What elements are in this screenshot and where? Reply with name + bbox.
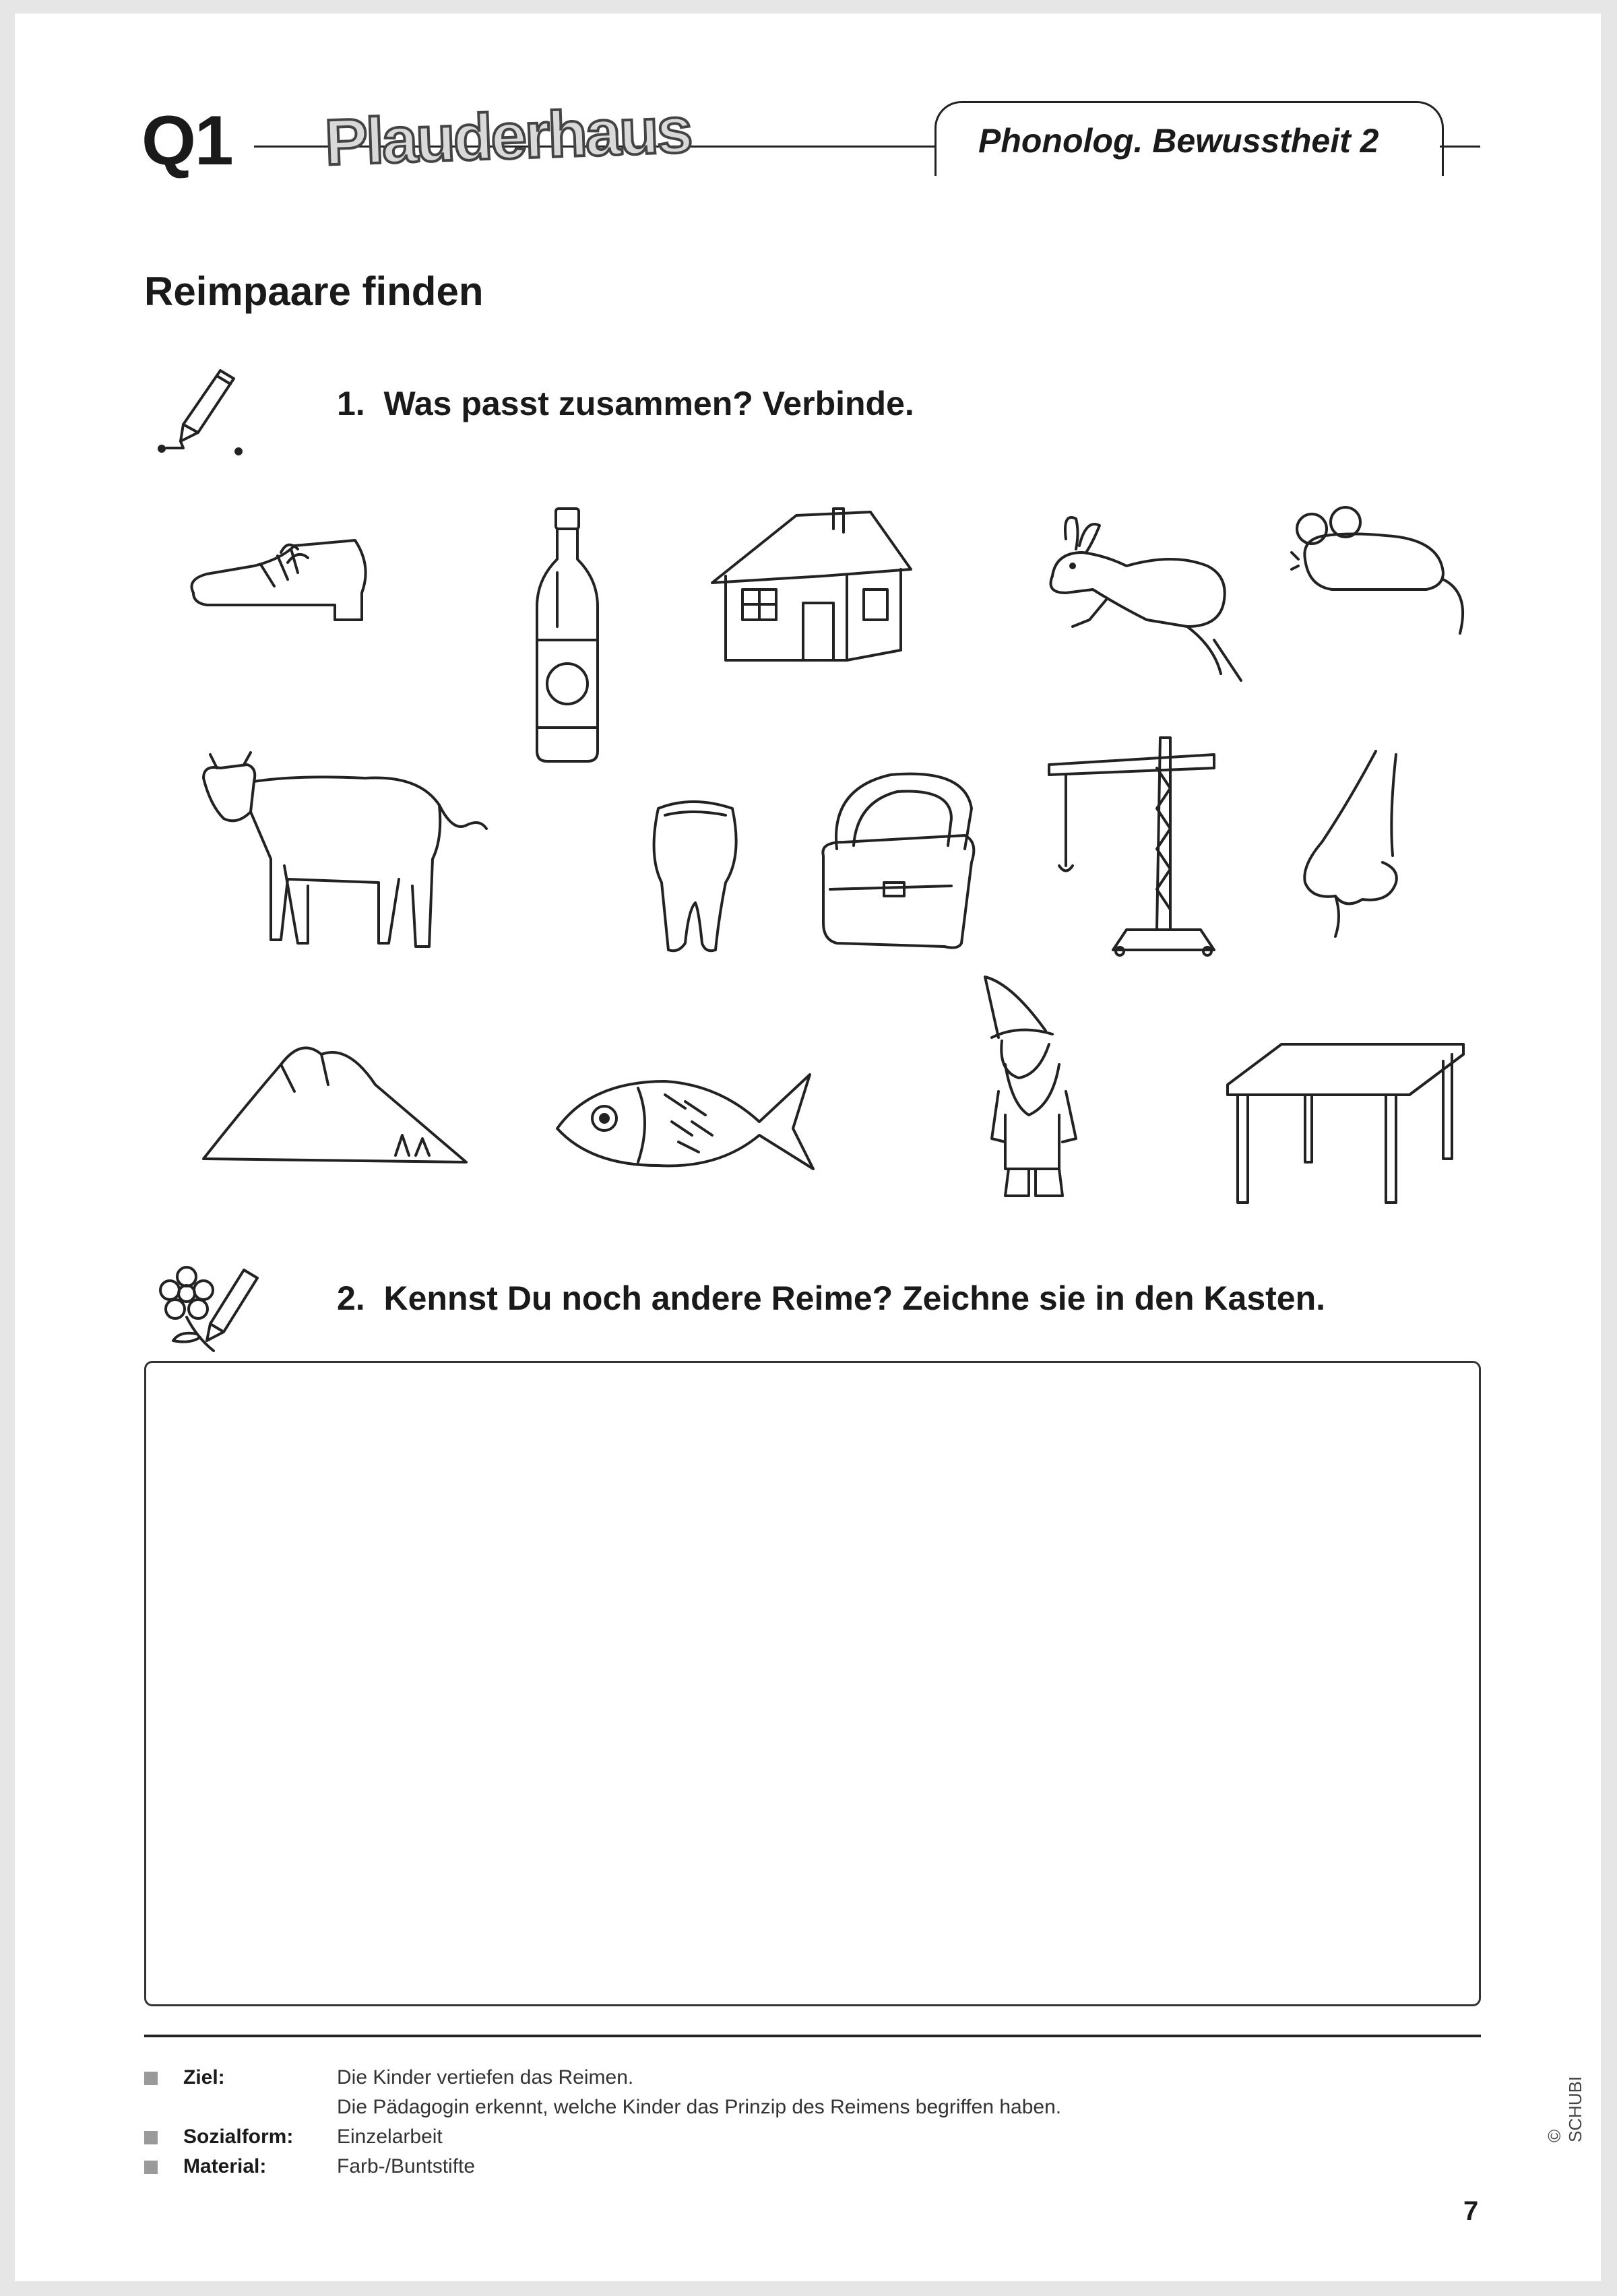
bottle-picture	[530, 505, 604, 765]
task-2-number: 2.	[337, 1279, 365, 1317]
task-1-text	[337, 384, 914, 423]
brand-logo: Plauderhaus	[323, 94, 692, 179]
flower-pencil-icon	[156, 1256, 264, 1358]
worksheet-title: Reimpaare finden	[144, 269, 484, 314]
crane-picture	[1046, 728, 1224, 957]
hare-picture	[1025, 512, 1248, 680]
gnome-picture	[978, 970, 1089, 1203]
pencil-icon	[156, 357, 244, 458]
footer-label-social-form: Sozialform:	[183, 2126, 294, 2148]
cow-picture	[197, 751, 507, 947]
footer-social-form-value: Einzelarbeit	[337, 2126, 443, 2148]
footer-bullet	[144, 2131, 158, 2144]
worksheet-page	[15, 13, 1601, 2281]
footer-goal-line-2: Die Pädagogin erkennt, welche Kinder das Prinzip des Reimens begriffen haben.	[337, 2096, 1062, 2118]
fish-picture	[550, 1054, 817, 1179]
house-picture	[709, 502, 914, 667]
footer-rule	[144, 2035, 1481, 2037]
worksheet-code: Q1	[141, 102, 232, 180]
task-2-text	[337, 1279, 1325, 1318]
task-2-instruction: Kennst Du noch andere Reime? Zeichne sie in den Kasten.	[383, 1279, 1326, 1317]
footer-bullet	[144, 2072, 158, 2085]
task-1-number: 1.	[337, 385, 365, 422]
drawing-box[interactable]	[144, 1361, 1481, 2006]
section-label: Phonolog. Bewusstheit 2	[978, 122, 1379, 160]
mouse-picture	[1292, 505, 1477, 637]
footer-material-value: Farb-/Buntstifte	[337, 2155, 476, 2177]
tooth-picture	[645, 795, 746, 957]
footer-label-material: Material:	[183, 2155, 267, 2177]
footer-bullet	[144, 2161, 158, 2174]
nose-picture	[1295, 748, 1409, 940]
page-number: 7	[1463, 2196, 1479, 2226]
mountain-picture	[200, 1024, 470, 1169]
shoe-picture	[180, 525, 382, 633]
copyright: © SCHUBI	[1544, 2076, 1585, 2142]
bag-picture	[817, 768, 982, 953]
footer-label-goal: Ziel:	[183, 2066, 225, 2088]
table-picture	[1224, 1041, 1467, 1206]
task-1-instruction: Was passt zusammen? Verbinde.	[383, 385, 914, 422]
header-rule-right	[1440, 146, 1480, 148]
footer-goal-line-1: Die Kinder vertiefen das Reimen.	[337, 2066, 634, 2088]
